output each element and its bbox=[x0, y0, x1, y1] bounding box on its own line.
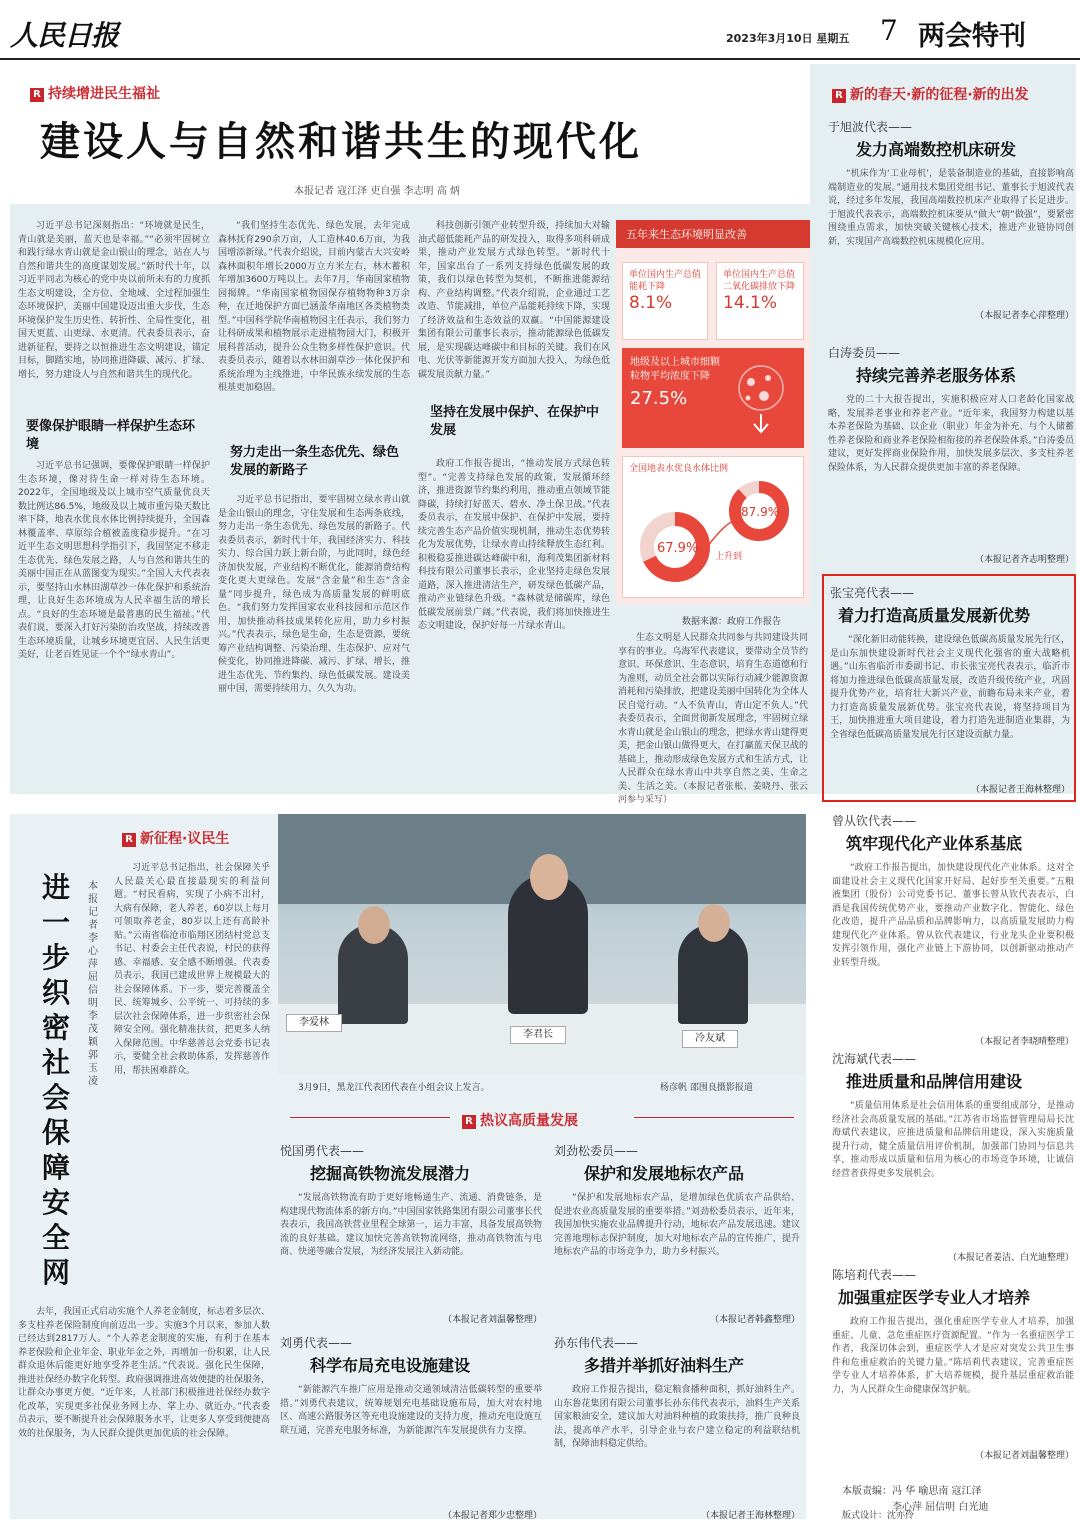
stat-energy: 单位国内生产总值能耗下降 8.1% bbox=[622, 262, 708, 340]
main-col-2: “我们坚持生态优先、绿色发展，去年完成森林抚育290余万亩，人工造林40.6万亩，为我国增添新绿。”代表介绍说，目前内蒙古大兴安岭森林面积年增长2000万立方米左右，林木蓄积年增加3600万吨以上。去年7月，华南国家植物园揭牌。“华南国家植物园保存植物物种3万余种，在迁地保护方面已涵盖华南地区各类植物类型。”中国科学院华南植物园主任表示，我们努力让科研成果和植物展示走进植物园大门，积极开展科普活动，提升公众生物多样性保护意识。代表委员表示，随着以水林田湖草沙一体化保护和系统治理为主线推进，中华民族永续发展的生态根基更加稳固。 bbox=[218, 221, 410, 393]
issue-date: 2023年3月10日 星期五 bbox=[726, 32, 850, 45]
r-mark-icon: R bbox=[832, 89, 846, 103]
particle-icon bbox=[726, 358, 796, 438]
meeting-photo bbox=[278, 814, 806, 1074]
main-byline: 本报记者 寇江泽 吏自强 李志明 高 炳 bbox=[294, 186, 460, 197]
section-title: 两会特刊 bbox=[918, 21, 1026, 52]
hot-item-liu-jinsong: 刘劲松委员—— 保护和发展地标农产品 “保护和发展地标农产品，是增加绿色优质农产品供给、促进农业高质量发展的重要举措。”刘劲松委员表示，近年来，我国加快实施农业品牌提升行动，地标农产品发展迅速。建议完善地理标志保护制度，加大对地标农产品的宣传推广，提升地标农产品的市场竞争力，助力乡村振兴。 （本报记者韩鑫整理） bbox=[554, 1144, 800, 1325]
main-col-1b: 习近平总书记强调，要像保护眼睛一样保护生态环境，像对待生命一样对待生态环境。2022年，全国地级及以上城市空气质量优良天数比例达86.5%，地级及以上城市重污染天数比率下降，地表水优良水体比例持续提升，全国森林覆盖率、草原综合植被盖度稳步提升。“在习近平生态文明思想科学指引下，我国坚定不移走生态优先、绿色发展之路，人与自然和谐共生的美丽中国正在从蓝图变为现实。”全国人大代表表示，要坚持山水林田湖草沙一体化保护和系统治理，让良好生态环境成为人民幸福生活的增长点。“良好的生态环境是最普惠的民生福祉。”代表们说，要深入打好污染防治攻坚战，持续改善生态环境质量，让城乡环境更宜居、人民生活更美好，让老百姓见证一个个“绿水青山”。 bbox=[18, 461, 210, 660]
r-mark-icon: R bbox=[462, 1115, 476, 1129]
editor-credits: 本版责编：冯 华 喻思南 寇江泽 李心萍 屈信明 白光迪 bbox=[842, 1486, 989, 1513]
subhead-green-path: 努力走出一条生态优先、绿色发展的新路子 bbox=[230, 445, 400, 478]
main-section-label: R 持续增进民生福祉 bbox=[30, 83, 160, 103]
right-item-shen: 沈海斌代表—— 推进质量和品牌信用建设 “质量信用体系是社会信用体系的重要组成部分，是推动经济社会高质量发展的基础。”江苏省市场监督管理局局长沈海斌代表建议，应推进质量和品牌信用建设，深入实施质量提升行动，健全质量信用评价机制，加强部门协同与信息共享，推动形成以质量和信用为核心的市场竞争环境，让诚信经营者获得更多发展机会。 （本报记者姜洁、白光迪整理） bbox=[832, 1052, 1074, 1263]
band-rule-left bbox=[290, 1117, 450, 1118]
right-section-label: R 新的春天·新的征程·新的出发 bbox=[832, 84, 1029, 104]
nameplate-2: 李君长 bbox=[510, 1026, 566, 1044]
hot-topics-label: R 热议高质量发展 bbox=[462, 1110, 578, 1130]
subhead-protect-eco: 要像保护眼睛一样保护生态环境 bbox=[26, 419, 196, 452]
r-mark-icon: R bbox=[122, 833, 136, 847]
main-headline: 建设人与自然和谐共生的现代化 bbox=[40, 118, 642, 165]
design-credits: 版式设计：沈亦伶 bbox=[842, 1511, 915, 1521]
right-item-zeng: 曾从钦代表—— 筑牢现代化产业体系基底 “政府工作报告提出，加快建设现代化产业体系。这对全面建设社会主义现代化国家开好局、起好步至关重要。”五粮液集团（股份）公司党委书记、董事长曾从钦代表表示，白酒是我国传统优势产业，要推动产业数字化、智能化、绿色化改造，提升产品品质和品牌影响力，以高质量发展助力构建现代化产业体系。曾从钦代表建议，行业龙头企业要积极发挥引领作用，强化产业链上下游协同，以创新驱动推动产业转型升级。 （本报记者李晓晴整理） bbox=[832, 814, 1074, 1047]
page-number: 7 bbox=[880, 14, 898, 47]
infographic-title: 五年来生态环境明显改善 bbox=[616, 220, 810, 248]
main-col-2b: 习近平总书记指出，要牢固树立绿水青山就是金山银山的理念，守住发展和生态两条底线，努力走出一条生态优先、绿色发展的新路子。代表委员表示，新时代十年，我国经济实力、科技实力、综合国力跃上新台阶，与此同时，绿色经济加快发展，产业结构不断优化，能源消费结构变化更大更绿色。发展“含金量”和生态“含金量”同步提升，绿色成为高质量发展的鲜明底色。“我们努力发挥国家农业科技园和示范区作用，加快推动科技成果转化应用，助力乡村振兴。”代表表示，绿色是生命，生态是资源，要统筹产业结构调整、污染治理、生态保护、应对气候变化，协同推进降碳、减污、扩绿、增长，推进生态优先、节约集约、绿色低碳发展。建设美丽中国，需要持续用力、久久为功。 bbox=[218, 495, 410, 694]
hot-item-sun: 孙东伟代表—— 多措并举抓好油料生产 政府工作报告提出，稳定粮食播种面积，抓好油料生产。山东鲁花集团有限公司董事长孙东伟代表表示，油料生产关系国家粮油安全，建议加大对油料种植的政策扶持，推广良种良法，提高单产水平，引导企业与农户建立稳定的利益联结机制，保障油料稳定供给。 （本报记者王海林整理） bbox=[554, 1336, 800, 1521]
infographic-source: 数据来源：政府工作报告 bbox=[682, 617, 782, 627]
right-item-chen: 陈培莉代表—— 加强重症医学专业人才培养 政府工作报告提出，强化重症医学专业人才培养，加强重症、儿童、急危重症医疗资源配置。“作为一名重症医学工作者，我深切体会到，重症医学人才是应对突发公共卫生事件和危重症救治的关键力量。”陈培莉代表建议，完善重症医学专业人才培养体系，扩大培养规模，提升基层重症救治能力，为人民群众生命健康保驾护航。 （本报记者刘温馨整理） bbox=[832, 1268, 1074, 1461]
stat-pm25: 地级及以上城市细颗粒物平均浓度下降 27.5% bbox=[622, 348, 804, 448]
photo-caption: 3月9日，黑龙江代表团代表在小组会议上发言。 bbox=[298, 1083, 490, 1093]
main-col-4: 生态文明是人民群众共同参与共同建设共同享有的事业。乌海军代表建议，要带动全员节约意识、环保意识、生态意识，培育生态道德和行为准则，动员全社会都以实际行动减少能源资源消耗和污染排放，把建设美丽中国转化为全体人民自觉行动。“人不负青山，青山定不负人。”代表委员表示，全面贯彻新发展理念，牢固树立绿水青山就是金山银山的理念，把绿水青山建得更美，把金山银山做得更大，在打赢蓝天保卫战的基础上，推动形成绿色发展方式和生活方式，让人民群众在绿水青山中共享自然之美、生命之美、生活之美。（本报记者张枨、姜晓丹、张云河参与采写） bbox=[618, 633, 808, 805]
right-item-bai: 白涛委员—— 持续完善养老服务体系 党的二十大报告提出，实施积极应对人口老龄化国家战略，发展养老事业和养老产业。“近年来，我国努力构建以基本养老保险为基础、以企业（职业）年金为补充、与个人储蓄性养老保险和商业养老保险相衔接的养老保险体系。”白涛委员建议，更好发挥商业保险作用，加快发展多层次、多支柱养老保险体系，为人民群众提供更加丰富的养老保障。 （本报记者齐志明整理） bbox=[828, 346, 1074, 565]
social-security-title: 进一步织密社会保障安全网 bbox=[41, 871, 70, 1289]
photo-credit: 杨彦帆 邵围良摄影报道 bbox=[660, 1083, 753, 1093]
stat-co2: 单位国内生产总值二氧化碳排放下降 14.1% bbox=[716, 262, 804, 340]
r-mark-icon: R bbox=[30, 88, 44, 102]
subhead-develop-protect: 坚持在发展中保护、在保护中发展 bbox=[430, 405, 600, 438]
water-ratio-chart bbox=[627, 481, 801, 595]
right-item-yu: 于旭波代表—— 发力高端数控机床研发 “机床作为‘工业母机’，是装备制造业的基础，直接影响高端制造业的发展。”通用技术集团党组书记、董事长于旭波代表说，经过多年发展，我国高端数控机床产业取得了长足进步。于旭波代表表示，高端数控机床要从“做大”朝“做强”，要紧密围绕重点需求，加快突破关键核心技术，推进产业链协同创新，实现国产高端数控机床规模化应用。 （本报记者李心萍整理） bbox=[828, 120, 1074, 321]
right-item-zhang: 张宝亮代表—— 着力打造高质量发展新优势 “深化新旧动能转换，建设绿色低碳高质量发展先行区，是山东加快建设新时代社会主义现代化强省的重大战略机遇。”山东省临沂市委副书记、市长张宝亮代表表示，临沂市将加力推进绿色低碳高质量发展，改造升级传统产业，巩固提升优势产业，培育壮大新兴产业，前瞻布局未来产业，着力打造高质量发展新优势。张宝亮代表说，将坚持项目为王，加快推进重大项目建设，着力打造先进制造业集群，为全省绿色低碳高质量发展先行区建设贡献力量。 （本报记者王海林整理） bbox=[830, 586, 1070, 795]
main-col-3b: 政府工作报告提出，“推动发展方式绿色转型”。“完善支持绿色发展的政策，发展循环经济，推进资源节约集约利用，推动重点领域节能降碳，持续打好蓝天、碧水、净土保卫战。”代表委员表示，在发展中保护、在保护中发展，要持续完善生态产品价值实现机制，推动生态优势转化为发展优势，让绿水青山持续释放生态红利。积极稳妥推进碳达峰碳中和，海利茂集团新材料科技有限公司董事长表示，企业坚持走绿色发展道路，深入推进清洁生产，研发绿色低碳产品，推动产业链绿色升级。“森林就是储碳库，绿色低碳发展前景广阔。”代表说，我们将加快推进生态文明建设，保护好每一片绿水青山。 bbox=[418, 459, 610, 631]
hot-item-liu-yong: 刘勇代表—— 科学布局充电设施建设 “新能源汽车推广应用是推动交通领域清洁低碳转型的重要举措。”刘勇代表建议，统筹规划充电基础设施布局，加大对农村地区、高速公路服务区等充电设施建设的支持力度，推动充电设施互联互通，完善充电服务标准，为新能源汽车发展提供有力支撑。 （本报记者郑少忠整理） bbox=[280, 1336, 542, 1521]
newspaper-logo: 人民日报 bbox=[10, 19, 119, 52]
hot-item-yue: 悦国勇代表—— 挖掘高铁物流发展潜力 “发展高铁物流有助于更好地畅通生产、流通、消费链条，是构建现代物流体系的新方向。”中国国家铁路集团有限公司董事长代表表示，我国高铁营业里程全球第一，运力丰富，具备发展高铁物流的良好基础。建议加快完善高铁物流网络，推动高铁物流与电商、快递等融合发展，为经济发展注入新动能。 （本报记者刘温馨整理） bbox=[280, 1144, 542, 1325]
stat-water: 全国地表水优良水体比例 67.9% 87.9% 上升到 bbox=[622, 456, 804, 598]
social-security-byline: 本报记者 李心萍 屈信明 李茂颖 郭玉凌 bbox=[88, 881, 98, 1087]
bottom-section-label: R 新征程·议民生 bbox=[122, 828, 229, 848]
main-col-3: 科技创新引领产业转型升级，持续加大对输油式超低能耗产品的研发投入，取得多项科研成果，推动产业发展方式绿色转型。“新时代十年，国家出台了一系列支持绿色低碳发展的政策，我们以绿色转型为契机，不断推进能源结构、产业结构调整。”代表介绍说，企业通过工艺改造、节能减排，单位产品能耗持续下降，实现了经济效益和生态效益的双赢。“中国能源建设集团有限公司董事长表示，推动能源绿色低碳发展，是实现碳达峰碳中和目标的关键。我们在风电、光伏等新能源开发方面加大投入，为绿色低碳发展贡献力量。” bbox=[418, 221, 610, 380]
social-security-col-long: 去年，我国正式启动实施个人养老金制度，标志着多层次、多支柱养老保险制度向前迈出一步。实施3个月以来，参加人数已经达到2817万人。“个人养老金制度的实施，有利于在基本养老保险和企业年金、职业年金之外，再增加一份积累，让人民群众退休后能更好地享受养老生活。”代表说。强化民生保障，推进社保经办数字化转型。政府强调推进高效便捷的社保服务，让群众办事更方便。“近年来，人社部门积极推进社保经办数字化改革，实现更多社保业务网上办、掌上办、就近办。”代表委员表示，要不断提升社会保障服务水平，让更多人享受到便捷高效的社保服务，为人民群众提供更加优质的社会保障。 bbox=[18, 1307, 271, 1439]
nameplate-1: 李爱林 bbox=[286, 1014, 342, 1032]
social-security-col: 习近平总书记指出，社会保障关乎人民最关心最直接最现实的利益问题。“村民看病，实现了小病不出村，大病有保障，老人养老，60岁以上每月可领取养老金，80岁以上还有高龄补贴。”云南省临沧市临翔区团结村党总支书记、村委会主任代表说，村民的获得感、幸福感、安全感不断增强。代表委员表示，我国已建成世界上规模最大的社会保障体系。下一步，要完善覆盖全民、统筹城乡、公平统一、可持续的多层次社会保障体系，进一步织密社会保障安全网。强化精准扶贫，把更多人纳入保障范围。中华慈善总会党委书记表示，要健全社会救助体系，发挥慈善作用，帮扶困难群众。 bbox=[114, 863, 270, 1076]
main-col-1: 习近平总书记深刻指出：“环境就是民生，青山就是美丽，蓝天也是幸福。”“必须牢固树立和践行绿水青山就是金山银山的理念，站在人与自然和谐共生的高度谋划发展。”新时代十年，以习近平同志为核心的党中央以前所未有的力度抓生态文明建设，全方位、全地域、全过程加强生态环境保护，美丽中国建设迈出重大步伐，生态环境保护发生历史性、转折性、全局性变化，祖国天更蓝、山更绿、水更清。代表委员表示，奋进新征程，要持之以恒推进生态文明建设，锚定目标，脚踏实地，协同推进降碳、减污、扩绿、增长，努力建设人与自然和谐共生的现代化。 bbox=[18, 221, 210, 380]
nameplate-3: 冷友斌 bbox=[682, 1030, 738, 1048]
band-rule-right bbox=[634, 1117, 794, 1118]
eco-infographic bbox=[616, 220, 810, 605]
